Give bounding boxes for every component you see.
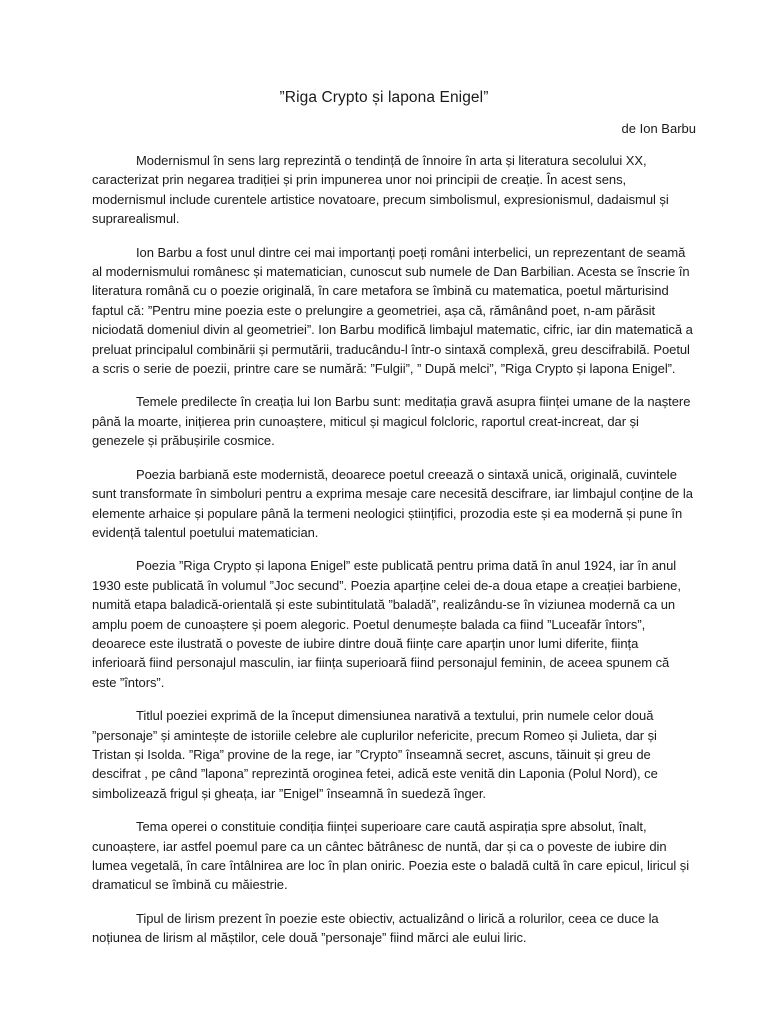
paragraph: Tipul de lirism prezent în poezie este obiectiv, actualizând o lirică a rolurilor, ceea ce duce la noțiunea de lirism al măștilor, cele două ”personaje” fiind mărci ale eului liric. bbox=[92, 910, 659, 946]
document-title: ”Riga Crypto și lapona Enigel” bbox=[279, 89, 489, 106]
paragraph: Temele predilecte în creația lui Ion Barbu sunt: meditația gravă asupra ființei umane de la naștere până la moarte, inițierea prin cunoaștere, miticul și magicul folcloric, raportul creat-increat, dar și genezele și prăbușirile cosmice. bbox=[92, 394, 691, 449]
paragraph: Tema operei o constituie condiția ființei superioare care caută aspirația spre absolut, înalt, cunoaștere, iar astfel poemul pare ca un cântec bătrânesc de nuntă, dar și ca o poveste de iubire din lumea vegetală, în care întâlnirea are loc în plan oniric. Poezia este o baladă cultă în care epicul, liricul și dramaticul se îmbină cu măiestrie. bbox=[92, 819, 690, 893]
paragraph: Poezia ”Riga Crypto și lapona Enigel” este publicată pentru prima dată în anul 1924, iar în anul 1930 este publicată în volumul ”Joc secund”. Poezia aparține celei de-a doua etape a creației barbiene, numită etapa baladică-orientală și este subintitulată ”baladă”, realizându-se în viziunea modernă ca un amplu poem de cunoaștere și poem alegoric. Poetul denumește balada ca fiind ”Luceafăr întors”, deoarece este ilustrată o poveste de iubire dintre două ființe care aparțin unor lumi diferite, ființa inferioară fiind personajul masculin, iar ființa superioară fiind personajul feminin, de aceea spunem că este ”întors”. bbox=[92, 558, 681, 690]
paragraph: Poezia barbiană este modernistă, deoarece poetul creează o sintaxă unică, originală, cuvintele sunt transformate în simboluri pentru a exprima mesaje care necesită descifrare, iar limbajul conține de la elemente arhaice și populare până la termeni neologici științifici, prozodia este și ea modernă și pune în evidență talentul poetului matematician. bbox=[92, 466, 693, 540]
paragraph: Titlul poeziei exprimă de la început dimensiunea narativă a textului, prin numele celor două ”personaje” și amintește de istoriile celebre ale cuplurilor nefericite, precum Romeo și Julieta, dar și Tristan și Isolda. ”Riga” provine de la rege, iar ”Crypto” înseamnă secret, ascuns, tăinuit și greu de descifrat , pe când ”lapona” reprezintă oroginea fetei, adică este venită din Laponia (Polul Nord), ce simbolizează frigul și gheața, iar ”Enigel” înseamnă în suedeză înger. bbox=[92, 708, 658, 801]
paragraph: Ion Barbu a fost unul dintre cei mai importanți poeți români interbelici, un reprezentant de seamă al modernismului românesc și matematician, cunoscut sub numele de Dan Barbilian. Acesta se înscrie în literatura română cu o poezie originală, în care metafora se îmbină cu matematica, poetul mărturisind faptul că: ”Pentru mine poezia este o prelungire a geometriei, așa că, rămânând poet, n-am părăsit niciodată domeniul divin al geometriei”. Ion Barbu modifică limbajul matematic, cifric, iar din matematică a preluat principalul combinării și permutării, traducându-l într-o sintaxă complexă, greu descifrabilă. Poetul a scris o serie de poezii, printre care se numără: ”Fulgii”, ” După melci”, ”Riga Crypto și lapona Enigel”. bbox=[92, 244, 693, 377]
paragraph: Modernismul în sens larg reprezintă o tendință de înnoire în arta și literatura secolului XX, caracterizat prin negarea tradiției și prin impunerea unor noi principii de creație. În acest sens, modernismul include curentele artistice novatoare, precum simbolismul, expresionismul, dadaismul și suprarealismul. bbox=[92, 153, 669, 227]
document-author: de Ion Barbu bbox=[621, 121, 696, 136]
document-body bbox=[92, 151, 694, 962]
